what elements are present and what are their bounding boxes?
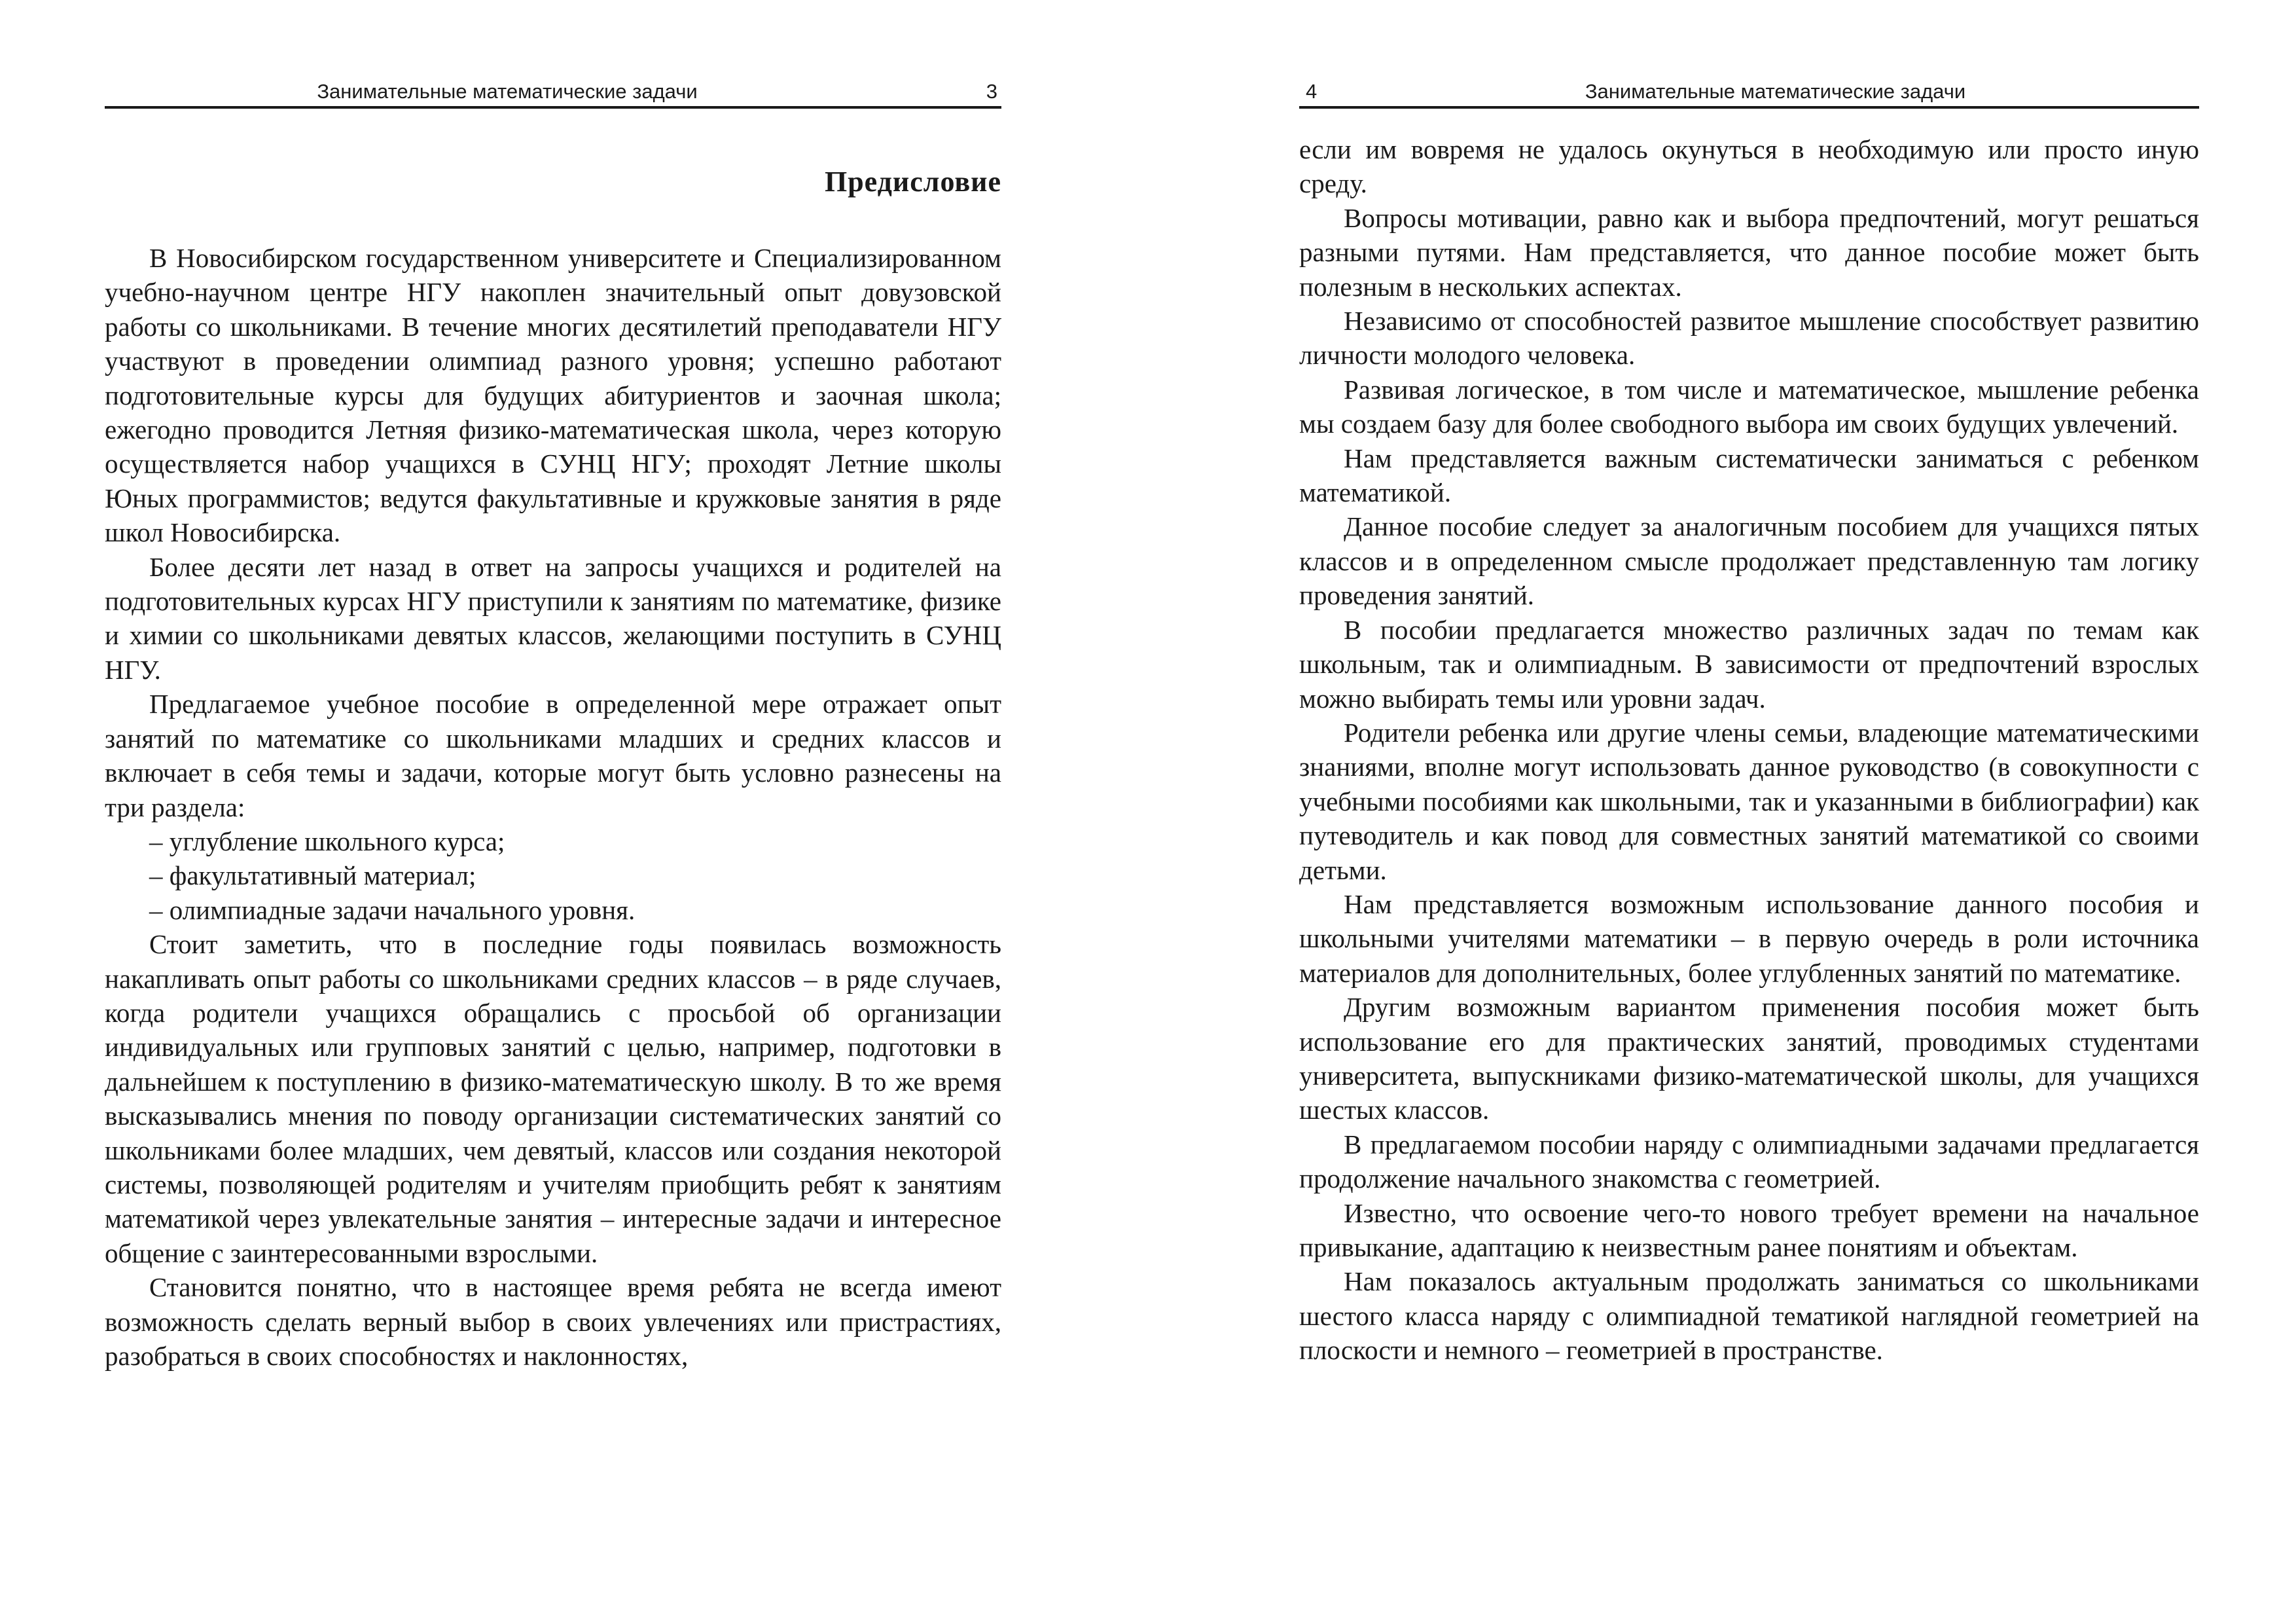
paragraph: Становится понятно, что в настоящее время ребята не всегда имеют возможность сделать верный выбор в своих увлечениях или пристрастиях, разобраться в своих способностях и наклонностях, [105, 1272, 1001, 1371]
paragraph: В пособии предлагается множество различных задач по темам как школьным, так и олимпиадным. В зависимости от предпочтений взрослых можно выбирать темы или уровни задач. [1299, 614, 2199, 714]
page-number: 4 [1306, 80, 1318, 103]
running-header-title: Занимательные математические задачи [317, 80, 698, 103]
left-page [105, 0, 1001, 1623]
paragraph: В Новосибирском государственном университете и Специализированном учебно-научном центре НГУ накоплен значительный опыт довузовской работы со школьниками. В течение многих десятилетий преподаватели НГУ участвуют в проведении олимпиад разного уровня; успешно работают подготовительные курсы для будущих абитуриентов и заочная школа; ежегодно проводится Летняя физико-математическая школа, через которую осуществляется набор учащихся в СУНЦ НГУ; проходят Летние школы Юных программистов; ведутся факультативные и кружковые занятия в ряде школ Новосибирска. [105, 243, 1001, 548]
paragraph: В предлагаемом пособии наряду с олимпиадными задачами предлагается продолжение начального знакомства с геометрией. [1299, 1129, 2199, 1194]
running-header-title: Занимательные математические задачи [1585, 80, 1966, 103]
paragraph: Родители ребенка или другие члены семьи, владеющие математическими знаниями, вполне могут использовать данное руководство (в совокупности с учебными пособиями как школьными, так и указанными в библиографии) как путеводитель и как повод для совместных занятий математикой со своими детьми. [1299, 717, 2199, 885]
list-item: – углубление школьного курса; [149, 826, 505, 856]
running-header-right [1299, 77, 2199, 109]
paragraph: Нам представляется возможным использование данного пособия и школьными учителями математики – в первую очередь в роли источника материалов для дополнительных, более углубленных занятий по математике. [1299, 888, 2199, 988]
list-item: – факультативный материал; [149, 860, 476, 891]
paragraph: Вопросы мотивации, равно как и выбора предпочтений, могут решаться разными путями. Нам представляется, что данное пособие может быть полезным в нескольких аспектах. [1299, 202, 2199, 302]
running-header-left [105, 77, 1001, 109]
paragraph: Нам показалось актуальным продолжать заниматься со школьниками шестого класса наряду с олимпиадной тематикой наглядной геометрией на плоскости и немного – геометрией в пространстве. [1299, 1266, 2199, 1366]
list-item: – олимпиадные задачи начального уровня. [149, 894, 636, 925]
paragraph: Другим возможным вариантом применения пособия может быть использование его для практических занятий, проводимых студентами университета, выпускниками физико-математической школы, для учащихся шестых классов. [1299, 992, 2199, 1125]
page-number: 3 [986, 80, 997, 103]
paragraph: Предлагаемое учебное пособие в определенной мере отражает опыт занятий по математике со школьниками младших и средних классов и включает в себя темы и задачи, которые могут быть условно разнесены на три раздела: [105, 689, 1001, 822]
right-page [1299, 0, 2199, 1623]
right-page-body [1299, 132, 2199, 1368]
left-page-body [105, 241, 1001, 1373]
section-heading: Предисловие [824, 166, 1001, 198]
paragraph: Нам представляется важным систематически заниматься с ребенком математикой. [1299, 443, 2199, 508]
paragraph: Известно, что освоение чего-то нового требует времени на начальное привыкание, адаптацию к неизвестным ранее понятиям и объектам. [1299, 1197, 2199, 1262]
paragraph: Данное пособие следует за аналогичным пособием для учащихся пятых классов и в определенном смысле продолжает представленную там логику проведения занятий. [1299, 511, 2199, 611]
paragraph: Стоит заметить, что в последние годы появилась возможность накапливать опыт работы со школьниками средних классов – в ряде случаев, когда родители учащихся обращались с просьбой об организации индивидуальных или групповых занятий с целью, например, подготовки в дальнейшем к поступлению в физико-математическую школу. В то же время высказывались мнения по поводу организации систематических занятий со школьниками более младших, чем девятый, классов или создания некоторой системы, позволяющей родителям и учителям приобщить ребят к занятиям математикой через увлекательные занятия – интересные задачи и интересное общение с заинтересованными взрослыми. [105, 929, 1001, 1268]
continuation-paragraph: если им вовремя не удалось окунуться в необходимую или просто иную среду. [1299, 134, 2199, 199]
paragraph: Развивая логическое, в том числе и математическое, мышление ребенка мы создаем базу для более свободного выбора им своих будущих увлечений. [1299, 374, 2199, 439]
paragraph: Более десяти лет назад в ответ на запросы учащихся и родителей на подготовительных курсах НГУ приступили к занятиям по математике, физике и химии со школьниками девятых классов, желающими поступить в СУНЦ НГУ. [105, 551, 1001, 685]
paragraph: Независимо от способностей развитое мышление способствует развитию личности молодого человека. [1299, 306, 2199, 371]
